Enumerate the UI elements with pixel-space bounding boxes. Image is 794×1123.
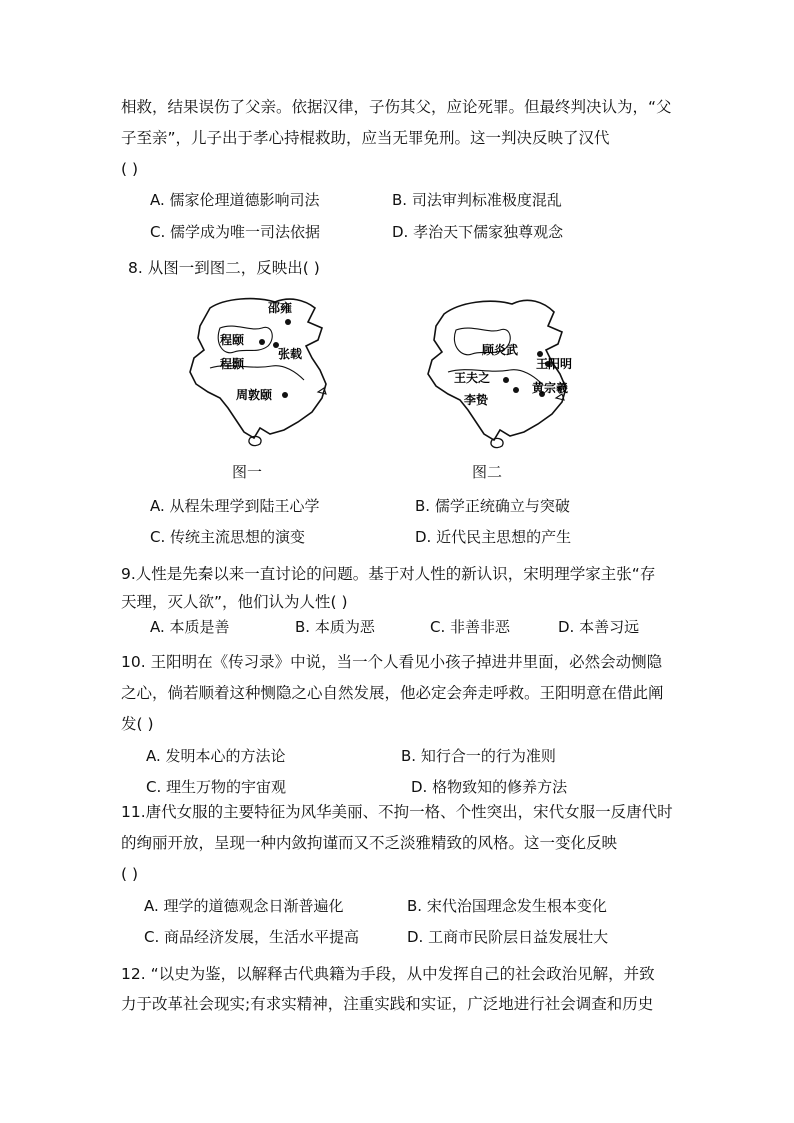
map2-label-4: 李贽 [464,393,489,407]
map2-label-3: 王夫之 [454,371,491,385]
q8-option-a[interactable]: A. 从程朱理学到陆王心学 [150,497,320,515]
q9-option-b[interactable]: B. 本质为恶 [295,618,375,636]
map-one-caption: 图一 [232,463,263,481]
q10-line1: 10. 王阳明在《传习录》中说，当一个人看见小孩子掉进井里面，必然会动恻隐 [121,653,663,671]
q10-option-b[interactable]: B. 知行合一的行为准则 [401,747,556,765]
q11-line2: 的绚丽开放，呈现一种内敛拘谨而又不乏淡雅精致的风格。这一变化反映 [121,834,618,852]
map2-label-2: 王阳明 [536,357,573,371]
q9-line1: 9.人性是先秦以来一直讨论的问题。基于对人性的新认识，宋明理学家主张“存 [121,565,656,583]
q9-line2: 天理，灭人欲”，他们认为人性( ) [121,593,348,611]
q7-option-a[interactable]: A. 儒家伦理道德影响司法 [150,191,320,209]
q7-line2: 子至亲”，儿子出于孝心持棍救助，应当无罪免刑。这一判决反映了汉代 [121,129,610,147]
q11-paren: ( ) [121,865,139,883]
q10-option-d[interactable]: D. 格物致知的修养方法 [411,778,568,796]
q10-option-a[interactable]: A. 发明本心的方法论 [146,747,286,765]
q7-line1: 相救，结果误伤了父亲。依据汉律，子伤其父，应论死罪。但最终判决认为，“父 [121,98,672,116]
q8-stem: 8. 从图一到图二，反映出( ) [128,259,320,277]
q10-option-c[interactable]: C. 理生万物的宇宙观 [146,778,287,796]
q11-option-b[interactable]: B. 宋代治国理念发生根本变化 [407,897,607,915]
map1-label-3: 张载 [278,347,303,361]
q9-option-a[interactable]: A. 本质是善 [150,618,230,636]
q9-option-c[interactable]: C. 非善非恶 [430,618,511,636]
map1-label-4: 程颢 [220,357,245,371]
map2-label-5: 黄宗羲 [532,381,569,395]
q7-option-b[interactable]: B. 司法审判标准极度混乱 [392,191,562,209]
q9-option-d[interactable]: D. 本善习远 [558,618,640,636]
map1-label-2: 程颐 [220,333,245,347]
q8-option-d[interactable]: D. 近代民主思想的产生 [415,528,572,546]
q8-option-c[interactable]: C. 传统主流思想的演变 [150,528,306,546]
q8-option-b[interactable]: B. 儒学正统确立与突破 [415,497,570,515]
q12-line1: 12. “以史为鉴，以解释古代典籍为手段，从中发挥自己的社会政治见解，并致 [121,965,655,983]
q11-line1: 11.唐代女服的主要特征为风华美丽、不拘一格、个性突出，宋代女服一反唐代时 [121,803,673,821]
map2-label-1: 顾炎武 [482,343,519,357]
q12-line2: 力于改革社会现实;有求实精神，注重实践和实证，广泛地进行社会调查和历史 [121,995,654,1013]
map1-label-1: 邵雍 [268,301,293,315]
q7-option-d[interactable]: D. 孝治天下儒家独尊观念 [392,223,564,241]
map-one [180,288,340,448]
q10-line3: 发( ) [121,715,154,733]
map-two-caption: 图二 [472,463,503,481]
q11-option-c[interactable]: C. 商品经济发展，生活水平提高 [144,928,360,946]
q7-option-c[interactable]: C. 儒学成为唯一司法依据 [150,223,321,241]
q11-option-a[interactable]: A. 理学的道德观念日渐普遍化 [144,897,344,915]
q11-option-d[interactable]: D. 工商市民阶层日益发展壮大 [407,928,609,946]
map1-label-5: 周敦颐 [236,388,273,402]
map-two [420,290,580,450]
q7-paren: ( ) [121,160,139,178]
q10-line2: 之心，倘若顺着这种恻隐之心自然发展，他必定会奔走呼救。王阳明意在借此阐 [121,684,664,702]
